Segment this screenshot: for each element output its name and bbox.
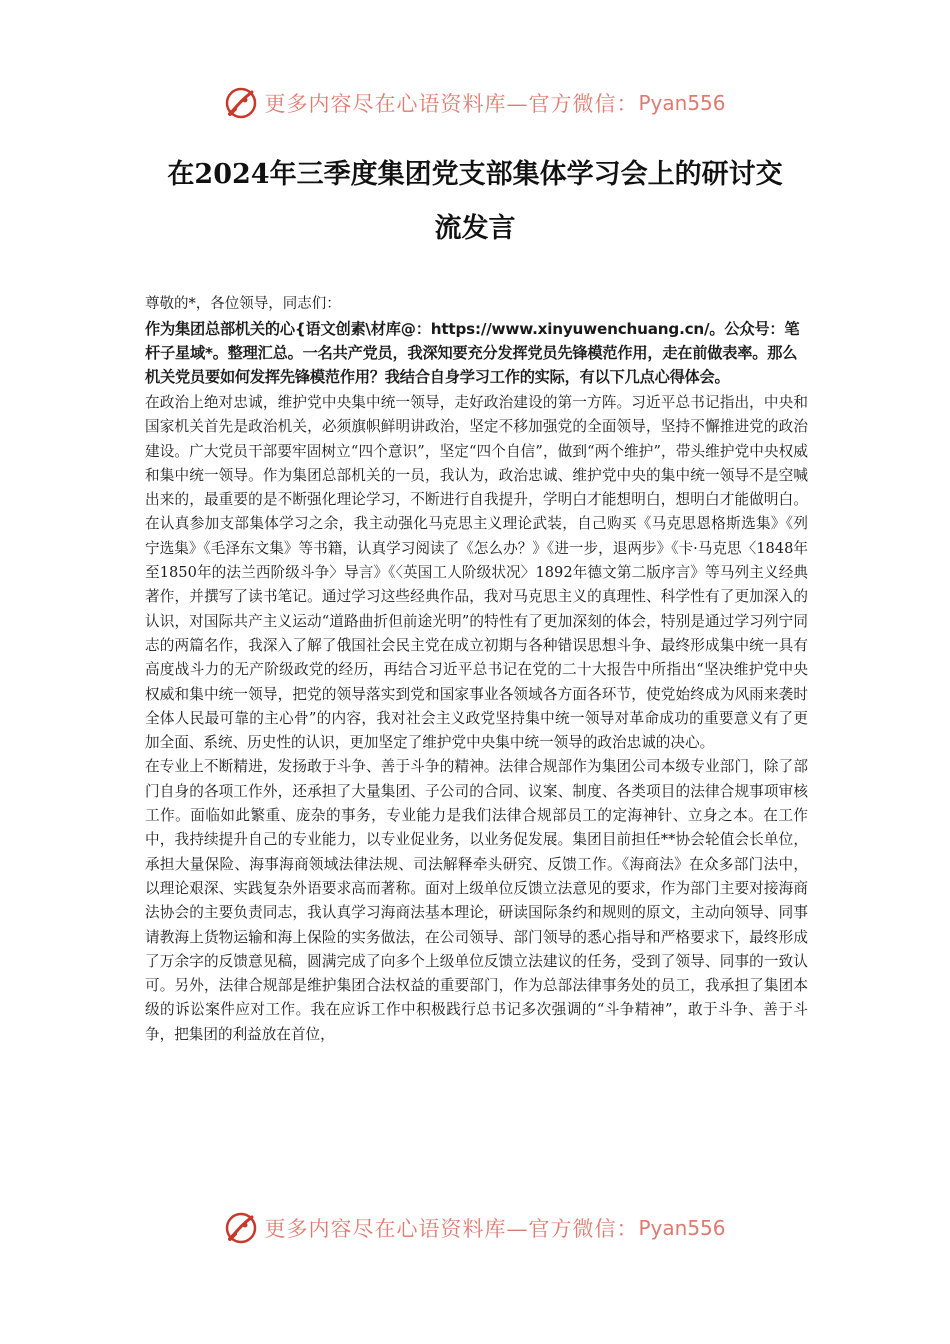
header-banner [0,83,950,123]
salutation: 尊敬的*，各位领导，同志们： [145,296,341,312]
footer-banner [0,1208,950,1248]
brush-logo-icon [224,86,258,120]
brush-logo-icon [224,1211,258,1245]
banner-wechat-id: Pyan556 [638,1216,726,1240]
document-body [145,294,808,1047]
banner-text: 更多内容尽在心语资料库—官方微信： [264,92,639,116]
banner-text: 更多内容尽在心语资料库—官方微信： [264,1217,639,1241]
document-title [140,148,810,256]
body-paragraph-2: 在专业上不断精进，发扬敢于斗争、善于斗争的精神。法律合规部作为集团公司本级专业部门，除了部门自身的各项工作外，还承担了大量集团、子公司的合同、议案、制度、各类项目的法律合规事项审核工作。面临如此繁重、庞杂的事务，专业能力是我们法律合规部员工的定海神针、立身之本。在工作中，我持续提升自己的专业能力，以专业促业务，以业务促发展。集团目前担任**协会轮值会长单位，承担大量保险、海事海商领域法律法规、司法解释牵头研究、反馈工作。《海商法》在众多部门法中，以理论艰深、实践复杂外语要求高而著称。面对上级单位反馈立法意见的要求，作为部门主要对接海商法协会的主要负责同志，我认真学习海商法基本理论，研读国际条约和规则的原文，主动向领导、同事请教海上货物运输和海上保险的实务做法，在公司领导、部门领导的悉心指导和严格要求下，最终形成了万余字的反馈意见稿，圆满完成了向多个上级单位反馈立法建议的任务，受到了领导、同事的一致认可。另外，法律合规部是维护集团合法权益的重要部门，作为总部法律事务处的员工，我承担了集团本级的诉讼案件应对工作。我在应诉工作中积极践行总书记多次强调的“斗争精神”，敢于斗争、善于斗争，把集团的利益放在首位， [145,758,808,1043]
title-line-2: 流发言 [434,213,516,244]
title-line-1: 在2024年三季度集团党支部集体学习会上的研讨交 [167,159,783,190]
body-paragraph-1: 在政治上绝对忠诚，维护党中央集中统一领导，走好政治建设的第一方阵。习近平总书记指出，中央和国家机关首先是政治机关，必须旗帜鲜明讲政治，坚定不移加强党的全面领导，坚持不懈推进党的政治建设。广大党员干部要牢固树立“四个意识”，坚定“四个自信”，做到“两个维护”，带头维护党中央权威和集中统一领导。作为集团总部机关的一员，我认为，政治忠诚、维护党中央的集中统一领导不是空喊出来的，最重要的是不断强化理论学习，不断进行自我提升，学明白才能想明白，想明白才能做明白。在认真参加支部集体学习之余，我主动强化马克思主义理论武装，自己购买《马克思恩格斯选集》《列宁选集》《毛泽东文集》等书籍，认真学习阅读了《怎么办？》《进一步，退两步》《卡·马克思〈1848年至1850年的法兰西阶级斗争〉导言》《〈英国工人阶级状况〉1892年德文第二版序言》等马列主义经典著作，并撰写了读书笔记。通过学习这些经典作品，我对马克思主义的真理性、科学性有了更加深入的认识，对国际共产主义运动“道路曲折但前途光明”的特性有了更加深刻的体会，特别是通过学习列宁同志的两篇名作，我深入了解了俄国社会民主党在成立初期与各种错误思想斗争、最终形成集中统一具有高度战斗力的无产阶级政党的经历，再结合习近平总书记在党的二十大报告中所指出“坚决维护党中央权威和集中统一领导，把党的领导落实到党和国家事业各领域各方面各环节，使党始终成为风雨来袭时全体人民最可靠的主心骨”的内容，我对社会主义政党坚持集中统一领导对革命成功的重要意义有了更加全面、系统、历史性的认识，更加坚定了维护党中央集中统一领导的政治忠诚的决心。 [145,394,808,752]
banner-wechat-id: Pyan556 [638,91,726,115]
intro-paragraph: 作为集团总部机关的心{语文创素\材库@：https://www.xinyuwenchuang.cn/。公众号：笔杆子星域*。整理汇总。一名共产党员，我深知要充分发挥党员先锋模范作用，走在前做表率。那么机关党员要如何发挥先锋模范作用？我结合自身学习工作的实际，有以下几点心得体会。 [145,320,800,386]
